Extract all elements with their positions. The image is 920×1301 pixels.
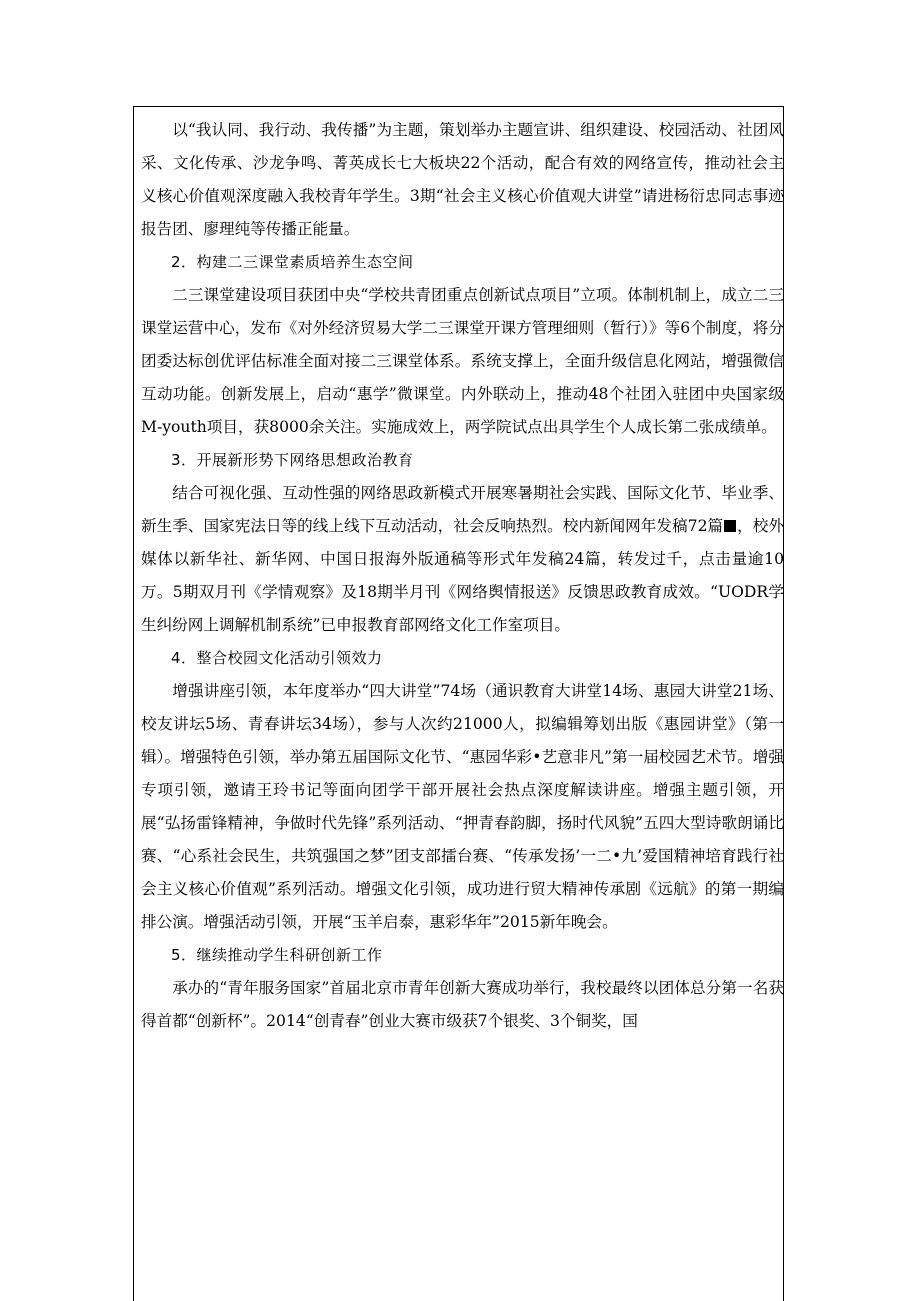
- heading-research-innovation: 5．继续推动学生科研创新工作: [171, 946, 383, 964]
- paragraph-online-education-part2: ，校外媒体以新华社、新华网、中国日报海外版通稿等形式年发稿24篇，转发过千，点击量逾10万。5期双月刊《学情观察》及18期半月刊《网络舆情报送》反馈思政教育成效。“UODR学生纠纷网上调解机制系统”已申报教育部网络文化工作室项目。: [141, 517, 784, 634]
- heading-two-three-classroom: 2．构建二三课堂素质培养生态空间: [171, 253, 414, 271]
- heading-campus-culture: 4．整合校园文化活动引领效力: [171, 649, 383, 667]
- heading-online-education: 3．开展新形势下网络思想政治教育: [171, 451, 414, 469]
- paragraph-online-education-part1: 结合可视化强、互动性强的网络思政新模式开展寒暑期社会实践、国际文化节、毕业季、新生季、国家宪法日等的线上线下互动活动，社会反响热烈。校内新闻网年发稿72篇: [141, 484, 784, 535]
- redaction-block-icon: [724, 520, 736, 532]
- document-body: [141, 114, 784, 1038]
- paragraph-campus-culture: 增强讲座引领，本年度举办“四大讲堂”74场（通识教育大讲堂14场、惠园大讲堂21场、校友讲坛5场、青春讲坛34场），参与人次约21000人，拟编辑筹划出版《惠园讲堂》（第一辑）。增强特色引领，举办第五届国际文化节、“惠园华彩•艺意非凡”第一届校园艺术节。增强专项引领，邀请王玲书记等面向团学干部开展社会热点深度解读讲座。增强主题引领，开展“弘扬雷锋精神，争做时代先锋”系列活动、“押青春韵脚，扬时代风貌”五四大型诗歌朗诵比赛、“心系社会民生，共筑强国之梦”团支部擂台赛、“传承发扬’一二•九’爱国精神培育践行社会主义核心价值观”系列活动。增强文化引领，成功进行贸大精神传承剧《远航》的第一期编排公演。增强活动引领，开展“玉羊启泰，惠彩华年”2015新年晚会。: [141, 682, 784, 931]
- paragraph-two-three-classroom: 二三课堂建设项目获团中央“学校共青团重点创新试点项目”立项。体制机制上，成立二三课堂运营中心，发布《对外经济贸易大学二三课堂开课方管理细则（暂行）》等6个制度，将分团委达标创优评估标准全面对接二三课堂体系。系统支撑上，全面升级信息化网站，增强微信互动功能。创新发展上，启动“惠学”微课堂。内外联动上，推动48个社团入驻团中央国家级M-youth项目，获8000余关注。实施成效上，两学院试点出具学生个人成长第二张成绩单。: [141, 286, 784, 436]
- paragraph-research-innovation: 承办的“青年服务国家”首届北京市青年创新大赛成功举行，我校最终以团体总分第一名获得首都“创新杯”。2014“创青春”创业大赛市级获7个银奖、3个铜奖，国: [141, 979, 784, 1030]
- paragraph-core-values: 以“我认同、我行动、我传播”为主题，策划举办主题宣讲、组织建设、校园活动、社团风采、文化传承、沙龙争鸣、菁英成长七大板块22个活动，配合有效的网络宣传，推动社会主义核心价值观深度融入我校青年学生。3期“社会主义核心价值观大讲堂”请进杨衍忠同志事迹报告团、廖理纯等传播正能量。: [141, 121, 784, 238]
- paragraph-online-education: [141, 477, 784, 642]
